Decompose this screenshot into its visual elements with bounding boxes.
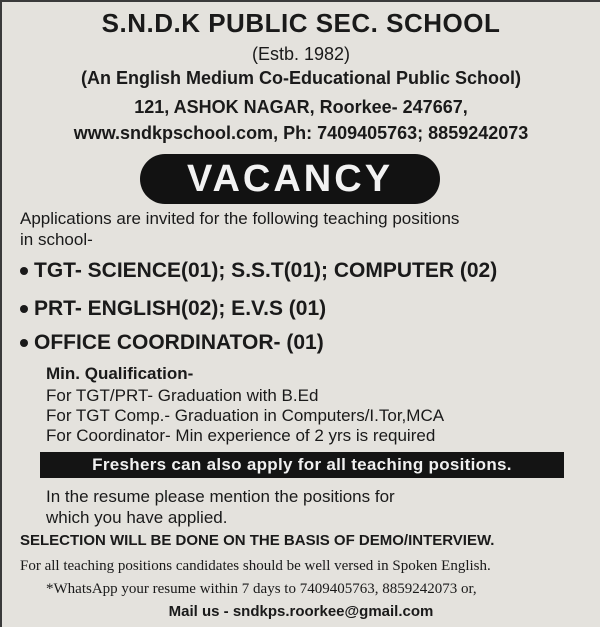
position-item	[20, 331, 324, 355]
school-subtitle: (An English Medium Co-Educational Public School)	[80, 68, 521, 88]
qualification-item: For TGT Comp.- Graduation in Computers/I.Tor,MCA	[46, 406, 445, 425]
resume-line-1: In the resume please mention the positions for	[46, 487, 395, 506]
position-item	[20, 297, 326, 321]
freshers-note: Freshers can also apply for all teaching positions.	[40, 452, 564, 478]
position-item	[20, 259, 497, 283]
position-text: PRT- ENGLISH(02); E.V.S (01)	[34, 297, 327, 320]
english-note: For all teaching positions candidates should be well versed in Spoken English.	[20, 558, 491, 574]
whatsapp-note: *WhatsApp your resume within 7 days to 7409405763, 8859242073 or,	[46, 581, 477, 597]
resume-line-2: which you have applied.	[46, 508, 228, 527]
mail-note: Mail us - sndkps.roorkee@gmail.com	[168, 603, 434, 620]
vacancy-banner: VACANCY	[140, 154, 440, 204]
established-year: (Estb. 1982)	[251, 44, 351, 64]
intro-line-2: in school-	[20, 230, 93, 249]
position-text: TGT- SCIENCE(01); S.S.T(01); COMPUTER (02)	[34, 259, 498, 282]
bullet-icon	[20, 267, 28, 275]
school-address: 121, ASHOK NAGAR, Roorkee- 247667,	[134, 97, 468, 117]
selection-note: SELECTION WILL BE DONE ON THE BASIS OF DEMO/INTERVIEW.	[20, 532, 495, 549]
resume-note	[46, 486, 395, 528]
intro-line-1: Applications are invited for the following teaching positions	[20, 209, 460, 228]
school-contact: www.sndkpschool.com, Ph: 7409405763; 8859242073	[73, 123, 529, 143]
position-text: OFFICE COORDINATOR- (01)	[34, 331, 324, 354]
bullet-icon	[20, 339, 28, 347]
qualification-item: For Coordinator- Min experience of 2 yrs is required	[46, 426, 436, 445]
qualification-heading: Min. Qualification-	[46, 364, 194, 383]
school-name: S.N.D.K PUBLIC SEC. SCHOOL	[101, 8, 501, 38]
qualification-item: For TGT/PRT- Graduation with B.Ed	[46, 386, 319, 405]
bullet-icon	[20, 305, 28, 313]
intro-text	[20, 208, 459, 250]
